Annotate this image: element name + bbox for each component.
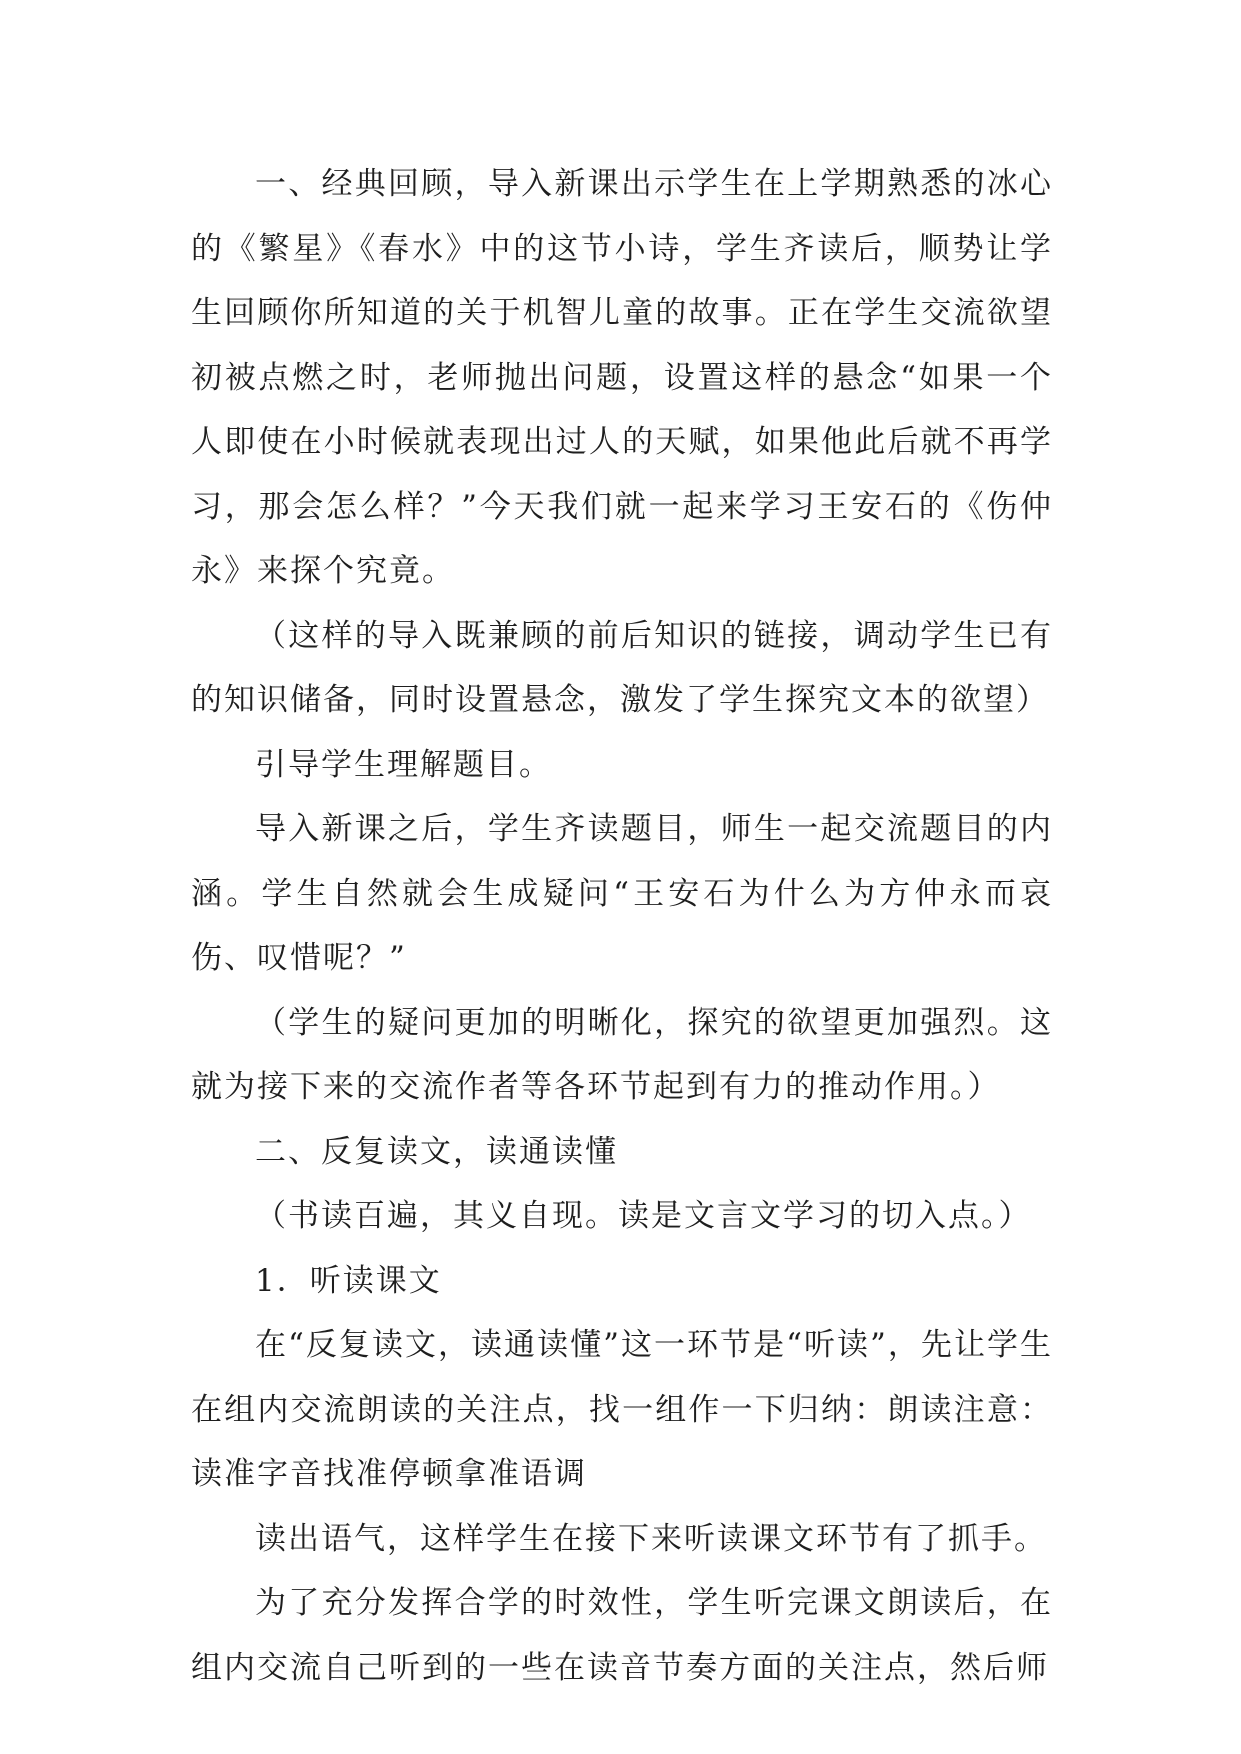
paragraph-listen-focus: 在“反复读文，读通读懂”这一环节是“听读”，先让学生在组内交流朗读的关注点，找一组作一下归纳：朗读注意：读准字音找准停顿拿准语调 [191, 1327, 1053, 1492]
paragraph-question-note: （学生的疑问更加的明晰化，探究的欲望更加强烈。这就为接下来的交流作者等各环节起到有力的推动作用。） [191, 1004, 1053, 1105]
subheading-listen-reading: 1．听读课文 [255, 1262, 442, 1299]
paragraph-read-tone: 读出语气，这样学生在接下来听读课文环节有了抓手。 [255, 1520, 1047, 1557]
paragraph-reading-note: （书读百遍，其义自现。读是文言文学习的切入点。） [255, 1198, 1032, 1234]
paragraph-group-exchange: 为了充分发挥合学的时效性，学生听完课文朗读后，在组内交流自己听到的一些在读音节奏方面的关注点，然后师 [191, 1585, 1053, 1686]
paragraph-intro-review: 一、经典回顾，导入新课出示学生在上学期熟悉的冰心的《繁星》《春水》中的这节小诗，学生齐读后，顺势让学生回顾你所知道的关于机智儿童的故事。正在学生交流欲望初被点燃之时，老师抛出问题，设置这样的悬念“如果一个人即使在小时候就表现出过人的天赋，如果他此后就不再学习，那会怎么样？”今天我们就一起来学习王安石的《伤仲永》来探个究竟。 [191, 166, 1053, 589]
section-heading-reading: 二、反复读文，读通读懂 [255, 1133, 618, 1170]
paragraph-title-discussion: 导入新课之后，学生齐读题目，师生一起交流题目的内涵。学生自然就会生成疑问“王安石为什么为方仲永而哀伤、叹惜呢？” [191, 811, 1053, 976]
document-body [191, 152, 1053, 1700]
paragraph-guide-title: 引导学生理解题目。 [255, 746, 552, 783]
paragraph-intro-note: （这样的导入既兼顾的前后知识的链接，调动学生已有的知识储备，同时设置悬念，激发了学生探究文本的欲望） [191, 617, 1053, 718]
